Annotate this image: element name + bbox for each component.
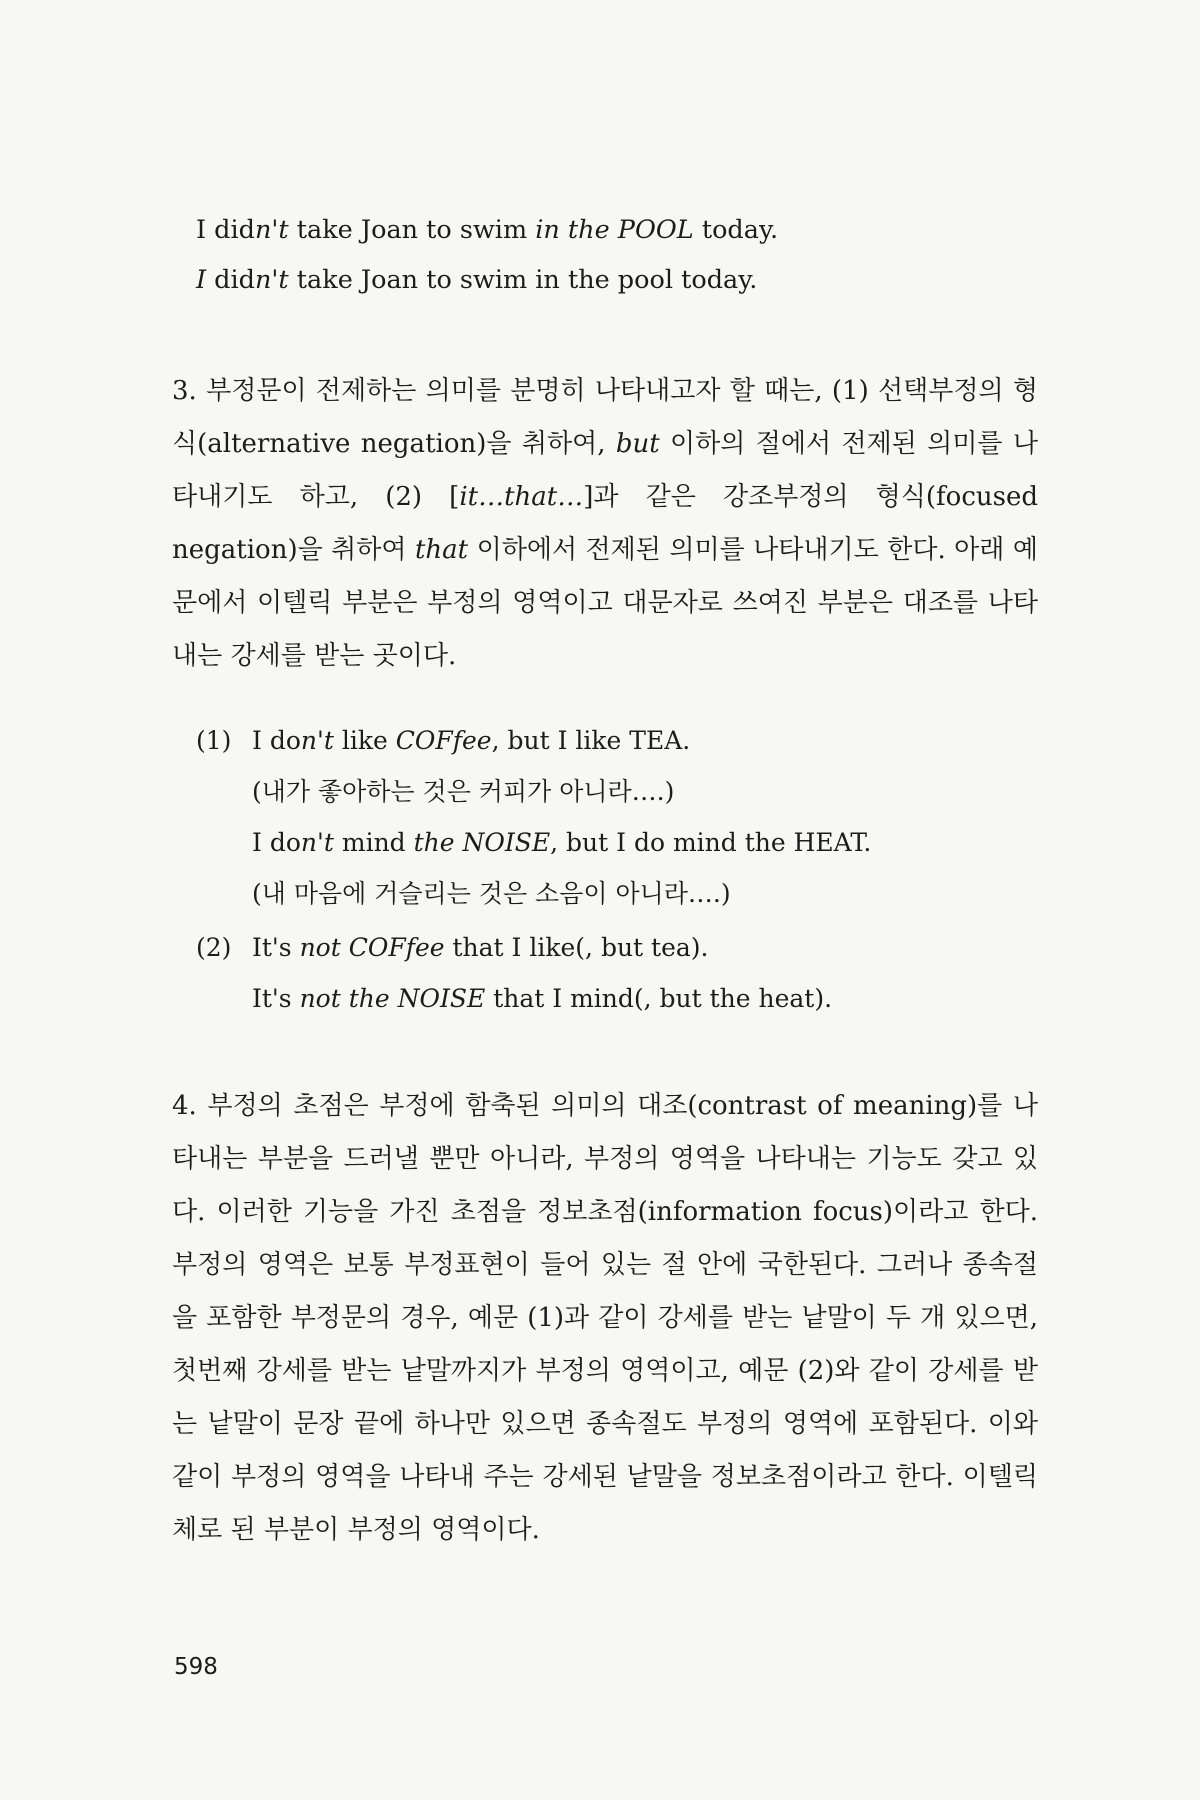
- example-text: [252, 922, 709, 973]
- text-run: I do: [252, 828, 301, 857]
- example-line: [196, 973, 1076, 1024]
- text-run: did: [206, 265, 255, 295]
- example-1: [196, 715, 1076, 919]
- text-run: , but I do mind the HEAT.: [550, 828, 872, 857]
- text-run: 이하의 절에서 전제된 의미를 나타내기도 하고, (2) [: [172, 429, 1038, 512]
- text-run: take Joan to swim: [288, 215, 536, 245]
- text-run: that I mind(, but the heat).: [485, 984, 833, 1013]
- example-line: [196, 255, 1076, 305]
- text-run: It's: [252, 984, 300, 1013]
- italic-run: that: [414, 535, 469, 565]
- text-run: 이하에서 전제된 의미를 나타내기도 한다. 아래 예문에서 이텔릭 부분은 부정의 영역이고 대문자로 쓰여진 부분은 대조를 나타내는 강세를 받는 곳이다.: [172, 535, 1038, 671]
- italic-run: I: [196, 265, 207, 295]
- example-line: [196, 715, 1076, 766]
- example-line: [196, 817, 1076, 868]
- text-run: I do: [252, 726, 301, 755]
- italic-run: not COFfee: [299, 933, 445, 962]
- text-run: ]과 같은 강조부정의 형식(focused negation)을 취하여: [172, 482, 1038, 565]
- italic-run: n't: [255, 265, 289, 295]
- italic-run: COFfee: [395, 726, 492, 755]
- example-translation: (내가 좋아하는 것은 커피가 아니라….): [252, 777, 675, 806]
- text-run: today.: [693, 215, 779, 245]
- italic-run: n't: [300, 726, 334, 755]
- italic-run: n't: [254, 215, 289, 245]
- text-run: take Joan to swim in the pool today.: [288, 265, 758, 295]
- text-run: that I like(, but tea).: [444, 933, 709, 962]
- section-3-paragraph: [172, 365, 1038, 683]
- italic-run: the NOISE: [413, 828, 551, 857]
- text-run: mind: [333, 828, 414, 857]
- lead-examples: [196, 205, 1076, 305]
- text-run: like: [333, 726, 396, 755]
- example-translation: (내 마음에 거슬리는 것은 소음이 아니라….): [252, 879, 731, 908]
- italic-run: n't: [300, 828, 334, 857]
- example-line: [196, 205, 1076, 255]
- example-2: [196, 922, 1076, 1024]
- italic-run: in the POOL: [535, 215, 694, 245]
- example-number: (2): [196, 933, 232, 962]
- example-number: (1): [196, 726, 232, 755]
- example-text: [252, 715, 690, 766]
- text-run: I did: [196, 215, 255, 245]
- section-4-paragraph: 4. 부정의 초점은 부정에 함축된 의미의 대조(contrast of meaning)를 나타내는 부분을 드러낼 뿐만 아니라, 부정의 영역을 나타내는 기능도 갖고 있다. 이러한 기능을 가진 초점을 정보초점(information focus)이라고 한다. 부정의 영역은 보통 부정표현이 들어 있는 절 안에 국한된다. 그러나 종속절을 포함한 부정문의 경우, 예문 (1)과 같이 강세를 받는 낱말이 두 개 있으면, 첫번째 강세를 받는 낱말까지가 부정의 영역이고, 예문 (2)와 같이 강세를 받는 낱말이 문장 끝에 하나만 있으면 종속절도 부정의 영역에 포함된다. 이와 같이 부정의 영역을 나타내 주는 강세된 낱말을 정보초점이라고 한다. 이텔릭체로 된 부분이 부정의 영역이다.: [172, 1091, 1038, 1545]
- example-line: [196, 922, 1076, 973]
- text-run: It's: [252, 933, 300, 962]
- text-run: 3. 부정문이 전제하는 의미를 분명히 나타내고자 할 때는, (1) 선택부정의 형식(alternative negation)을 취하여,: [172, 376, 1038, 459]
- page-number: 598: [174, 1654, 218, 1680]
- italic-run: not the NOISE: [299, 984, 486, 1013]
- text-run: , but I like TEA.: [491, 726, 691, 755]
- italic-run: it…that…: [459, 482, 584, 512]
- italic-run: but: [615, 429, 660, 459]
